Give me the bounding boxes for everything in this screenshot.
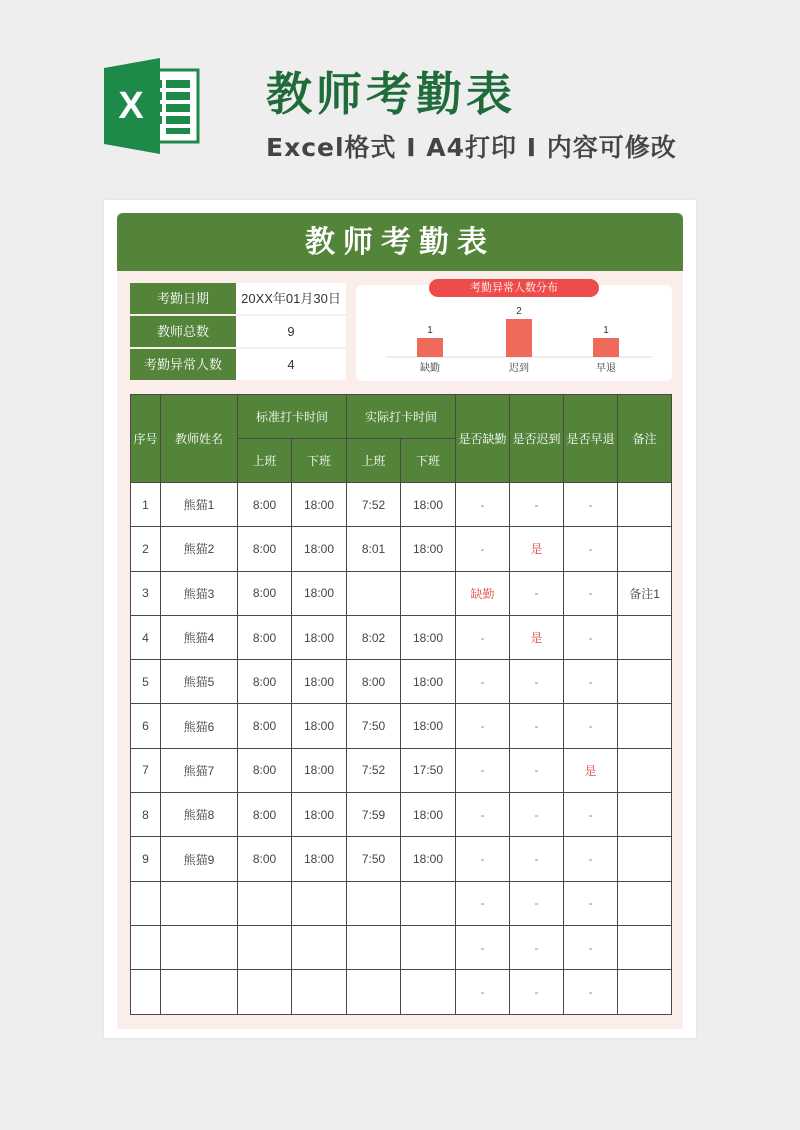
summary-value[interactable]: 9 (236, 316, 346, 347)
actual-on-cell[interactable]: 8:01 (347, 527, 401, 571)
index-cell[interactable]: 6 (131, 704, 161, 748)
name-cell[interactable]: 熊猫7 (161, 748, 238, 792)
header-standard-off: 下班 (292, 439, 347, 483)
standard-off-cell[interactable]: 18:00 (292, 483, 347, 527)
header-name: 教师姓名 (161, 395, 238, 483)
name-cell[interactable] (161, 925, 238, 969)
table-row (131, 970, 672, 1014)
absent-cell[interactable]: - (456, 660, 510, 704)
standard-off-cell[interactable]: 18:00 (292, 615, 347, 659)
page-title: 教师考勤表 (266, 67, 516, 121)
sheet-body (117, 213, 683, 1029)
table-row (131, 660, 672, 704)
actual-off-cell[interactable]: 18:00 (401, 615, 456, 659)
actual-off-cell[interactable] (401, 881, 456, 925)
early-cell[interactable]: - (564, 615, 618, 659)
abnormal-chart-svg (356, 285, 672, 381)
early-cell[interactable]: - (564, 483, 618, 527)
actual-off-cell[interactable]: 17:50 (401, 748, 456, 792)
name-cell[interactable]: 熊猫4 (161, 615, 238, 659)
absent-cell[interactable]: - (456, 615, 510, 659)
standard-off-cell[interactable] (292, 970, 347, 1014)
note-cell[interactable] (618, 660, 672, 704)
header-early: 是否早退 (564, 395, 618, 483)
absent-cell[interactable]: - (456, 527, 510, 571)
standard-off-cell[interactable]: 18:00 (292, 837, 347, 881)
note-cell[interactable] (618, 881, 672, 925)
header-note: 备注 (618, 395, 672, 483)
late-cell[interactable]: - (510, 881, 564, 925)
index-cell[interactable]: 5 (131, 660, 161, 704)
late-cell[interactable]: - (510, 660, 564, 704)
absent-cell[interactable]: - (456, 793, 510, 837)
summary-row-date (130, 283, 346, 315)
actual-on-cell[interactable]: 7:52 (347, 483, 401, 527)
absent-cell[interactable]: - (456, 837, 510, 881)
actual-on-cell[interactable]: 7:50 (347, 704, 401, 748)
attendance-table-body (131, 483, 672, 1015)
note-cell[interactable] (618, 793, 672, 837)
excel-logo-icon (104, 58, 204, 154)
standard-on-cell[interactable]: 8:00 (238, 793, 292, 837)
attendance-table (130, 394, 672, 1015)
standard-off-cell[interactable] (292, 925, 347, 969)
late-cell[interactable]: 是 (510, 615, 564, 659)
table-row (131, 793, 672, 837)
summary-label: 考勤日期 (130, 283, 236, 314)
early-cell[interactable]: - (564, 793, 618, 837)
chart-bar (506, 319, 532, 357)
note-cell[interactable] (618, 970, 672, 1014)
actual-on-cell[interactable] (347, 571, 401, 615)
absent-cell[interactable]: - (456, 970, 510, 1014)
summary-label: 教师总数 (130, 316, 236, 347)
index-cell[interactable]: 1 (131, 483, 161, 527)
name-cell[interactable]: 熊猫5 (161, 660, 238, 704)
standard-on-cell[interactable]: 8:00 (238, 483, 292, 527)
actual-on-cell[interactable]: 7:52 (347, 748, 401, 792)
note-cell[interactable] (618, 748, 672, 792)
header-index: 序号 (131, 395, 161, 483)
standard-off-cell[interactable]: 18:00 (292, 793, 347, 837)
header-standard-on: 上班 (238, 439, 292, 483)
early-cell[interactable]: - (564, 837, 618, 881)
actual-off-cell[interactable]: 18:00 (401, 793, 456, 837)
actual-off-cell[interactable]: 18:00 (401, 527, 456, 571)
standard-on-cell[interactable]: 8:00 (238, 571, 292, 615)
header-actual-time: 实际打卡时间 (347, 395, 456, 439)
actual-off-cell[interactable]: 18:00 (401, 483, 456, 527)
note-cell[interactable] (618, 704, 672, 748)
note-cell[interactable] (618, 615, 672, 659)
name-cell[interactable]: 熊猫9 (161, 837, 238, 881)
standard-on-cell[interactable]: 8:00 (238, 615, 292, 659)
table-row (131, 881, 672, 925)
actual-off-cell[interactable]: 18:00 (401, 837, 456, 881)
header-late: 是否迟到 (510, 395, 564, 483)
standard-on-cell[interactable]: 8:00 (238, 660, 292, 704)
late-cell[interactable]: - (510, 925, 564, 969)
late-cell[interactable]: - (510, 837, 564, 881)
late-cell[interactable]: - (510, 483, 564, 527)
name-cell[interactable]: 熊猫6 (161, 704, 238, 748)
actual-off-cell[interactable]: 18:00 (401, 660, 456, 704)
late-cell[interactable]: - (510, 748, 564, 792)
actual-off-cell[interactable] (401, 571, 456, 615)
chart-data-label: 2 (516, 306, 522, 317)
name-cell[interactable]: 熊猫8 (161, 793, 238, 837)
absent-cell[interactable]: - (456, 483, 510, 527)
actual-on-cell[interactable]: 8:00 (347, 660, 401, 704)
standard-off-cell[interactable]: 18:00 (292, 748, 347, 792)
actual-on-cell[interactable] (347, 970, 401, 1014)
page-header (0, 0, 800, 200)
table-row (131, 571, 672, 615)
index-cell[interactable] (131, 970, 161, 1014)
index-cell[interactable]: 8 (131, 793, 161, 837)
chart-data-label: 1 (603, 325, 609, 336)
actual-on-cell[interactable]: 7:50 (347, 837, 401, 881)
table-row (131, 748, 672, 792)
index-cell[interactable] (131, 881, 161, 925)
table-row (131, 483, 672, 527)
actual-off-cell[interactable]: 18:00 (401, 704, 456, 748)
excel-logo-letter: X (118, 85, 144, 127)
absent-cell[interactable]: - (456, 704, 510, 748)
table-row (131, 837, 672, 881)
summary-label: 考勤异常人数 (130, 349, 236, 380)
chart-data-label: 1 (427, 325, 433, 336)
early-cell[interactable]: - (564, 970, 618, 1014)
standard-on-cell[interactable]: 8:00 (238, 748, 292, 792)
early-cell[interactable]: - (564, 571, 618, 615)
standard-off-cell[interactable]: 18:00 (292, 660, 347, 704)
summary-box (130, 283, 346, 381)
standard-off-cell[interactable]: 18:00 (292, 571, 347, 615)
note-cell[interactable] (618, 483, 672, 527)
absent-cell[interactable]: 缺勤 (456, 571, 510, 615)
index-cell[interactable]: 9 (131, 837, 161, 881)
early-cell[interactable]: - (564, 925, 618, 969)
note-cell[interactable] (618, 925, 672, 969)
chart-bar (593, 338, 619, 357)
table-row (131, 615, 672, 659)
chart-category-label: 早退 (596, 363, 616, 374)
index-cell[interactable]: 2 (131, 527, 161, 571)
early-cell[interactable]: - (564, 527, 618, 571)
late-cell[interactable]: - (510, 704, 564, 748)
header-actual-on: 上班 (347, 439, 401, 483)
table-row (131, 925, 672, 969)
index-cell[interactable]: 3 (131, 571, 161, 615)
late-cell[interactable]: - (510, 571, 564, 615)
late-cell[interactable]: 是 (510, 527, 564, 571)
table-row (131, 704, 672, 748)
attendance-sheet (104, 200, 696, 1038)
actual-off-cell[interactable] (401, 925, 456, 969)
name-cell[interactable]: 熊猫3 (161, 571, 238, 615)
chart-bar (417, 338, 443, 357)
late-cell[interactable]: - (510, 970, 564, 1014)
summary-row-total (130, 316, 346, 348)
absent-cell[interactable]: - (456, 748, 510, 792)
summary-value[interactable]: 20XX年01月30日 (236, 283, 346, 314)
summary-value[interactable]: 4 (236, 349, 346, 380)
absent-cell[interactable]: - (456, 925, 510, 969)
header-standard-time: 标准打卡时间 (238, 395, 347, 439)
summary-row-abnormal (130, 349, 346, 381)
early-cell[interactable]: - (564, 704, 618, 748)
standard-off-cell[interactable]: 18:00 (292, 527, 347, 571)
chart-category-label: 缺勤 (420, 363, 440, 374)
standard-off-cell[interactable] (292, 881, 347, 925)
index-cell[interactable]: 7 (131, 748, 161, 792)
page-subtitle: Excel格式 Ι A4打印 Ι 内容可修改 (266, 133, 677, 162)
table-row (131, 527, 672, 571)
sheet-title: 教师考勤表 (117, 213, 683, 271)
standard-off-cell[interactable]: 18:00 (292, 704, 347, 748)
actual-on-cell[interactable] (347, 881, 401, 925)
actual-off-cell[interactable] (401, 970, 456, 1014)
index-cell[interactable]: 4 (131, 615, 161, 659)
early-cell[interactable]: 是 (564, 748, 618, 792)
name-cell[interactable]: 熊猫2 (161, 527, 238, 571)
actual-on-cell[interactable] (347, 925, 401, 969)
actual-on-cell[interactable]: 7:59 (347, 793, 401, 837)
standard-on-cell[interactable] (238, 925, 292, 969)
late-cell[interactable]: - (510, 793, 564, 837)
standard-on-cell[interactable]: 8:00 (238, 837, 292, 881)
actual-on-cell[interactable]: 8:02 (347, 615, 401, 659)
early-cell[interactable]: - (564, 881, 618, 925)
note-cell[interactable] (618, 527, 672, 571)
index-cell[interactable] (131, 925, 161, 969)
name-cell[interactable] (161, 970, 238, 1014)
header-absent: 是否缺勤 (456, 395, 510, 483)
note-cell[interactable]: 备注1 (618, 571, 672, 615)
note-cell[interactable] (618, 837, 672, 881)
name-cell[interactable]: 熊猫1 (161, 483, 238, 527)
chart-title: 考勤异常人数分布 (429, 279, 599, 297)
absent-cell[interactable]: - (456, 881, 510, 925)
chart-category-label: 迟到 (509, 363, 529, 374)
early-cell[interactable]: - (564, 660, 618, 704)
header-actual-off: 下班 (401, 439, 456, 483)
abnormal-chart (356, 282, 672, 381)
standard-on-cell[interactable] (238, 970, 292, 1014)
name-cell[interactable] (161, 881, 238, 925)
standard-on-cell[interactable] (238, 881, 292, 925)
standard-on-cell[interactable]: 8:00 (238, 704, 292, 748)
standard-on-cell[interactable]: 8:00 (238, 527, 292, 571)
